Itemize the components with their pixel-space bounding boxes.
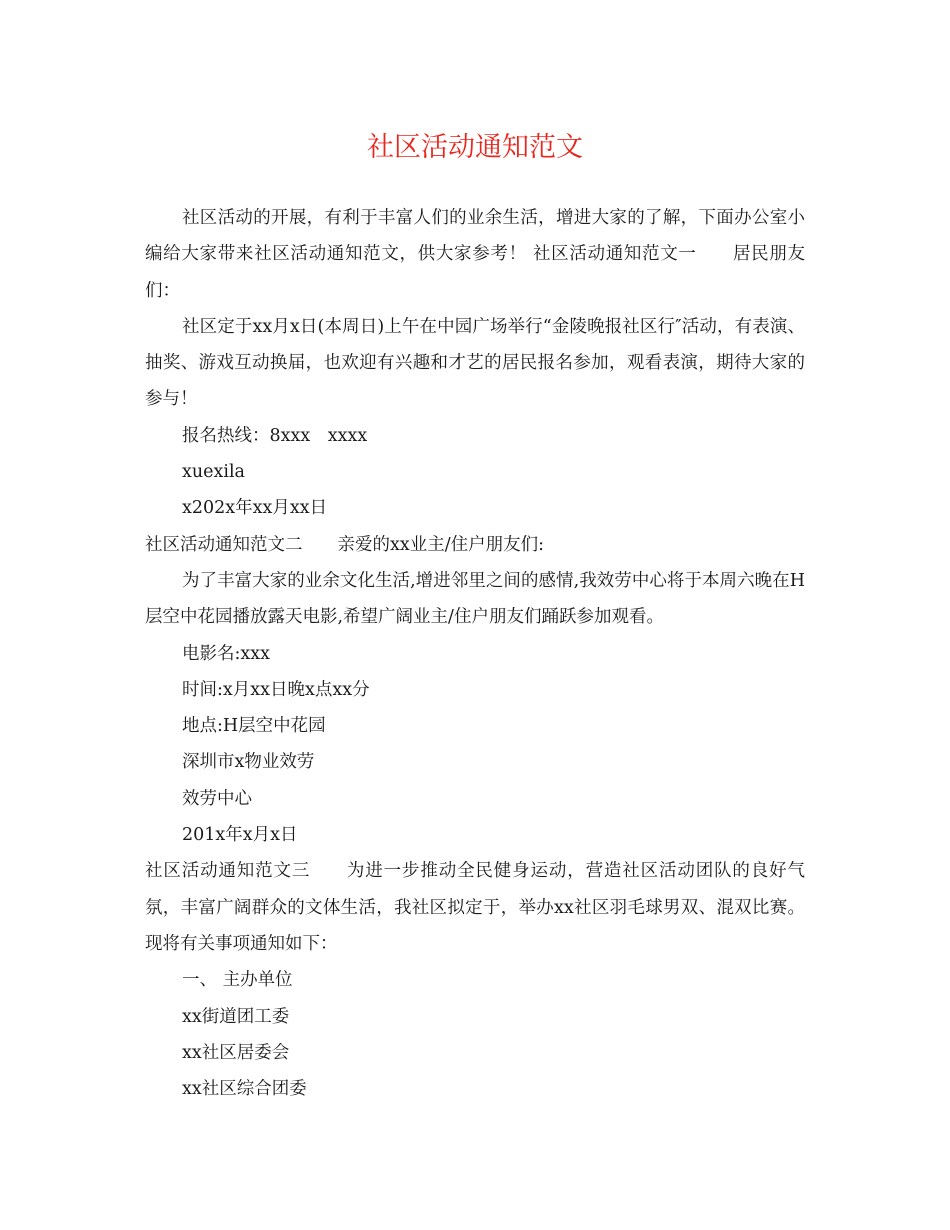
document-body — [145, 200, 805, 1107]
date-line: x202x年xx月xx日 — [182, 498, 328, 519]
notice-two-heading: 社区活动通知范文二 亲爱的xx业主/住户朋友们: — [145, 534, 545, 555]
date-line-two: 201x年x月x日 — [182, 825, 298, 846]
organizer-line: 深圳市x物业效劳 — [182, 752, 315, 773]
signature-line: xuexila — [182, 462, 245, 483]
document-title: 社区活动通知范文 — [367, 132, 583, 163]
section-heading: 一、 主办单位 — [182, 970, 293, 991]
location-line: 地点:H层空中花园 — [182, 716, 326, 737]
host-unit-line: xx街道团工委 — [182, 1006, 290, 1027]
host-unit-line: xx社区综合团委 — [182, 1079, 307, 1100]
notice-three-paragraph: 社区活动通知范文三 为进一步推动全民健身运动，营造社区活动团队的良好气氛，丰富广阔群众的文体生活，我社区拟定于，举办xx社区羽毛球男双、混双比赛。现将有关事项通知如下： — [145, 861, 805, 954]
service-center-line: 效劳中心 — [182, 788, 252, 809]
notice-two-paragraph: 为了丰富大家的业余文化生活,增进邻里之间的感情,我效劳中心将于本周六晚在H层空中花园播放露天电影,希望广阔业主/住户朋友们踊跃参加观看。 — [145, 570, 805, 628]
notice-one-paragraph: 社区定于xx月x日(本周日)上午在中园广场举行“金陵晚报社区行″活动，有表演、抽奖、游戏互动换届，也欢迎有兴趣和才艺的居民报名参加，观看表演，期待大家的参与！ — [145, 316, 805, 410]
movie-name-line: 电影名:xxx — [182, 643, 271, 664]
host-unit-line: xx社区居委会 — [182, 1042, 290, 1063]
time-line: 时间:x月xx日晚x点xx分 — [182, 679, 370, 700]
hotline-line: 报名热线：8xxx xxxx — [182, 425, 368, 446]
intro-paragraph: 社区活动的开展，有利于丰富人们的业余生活，增进大家的了解，下面办公室小编给大家带来社区活动通知范文，供大家参考！ 社区活动通知范文一 居民朋友们： — [145, 208, 805, 301]
